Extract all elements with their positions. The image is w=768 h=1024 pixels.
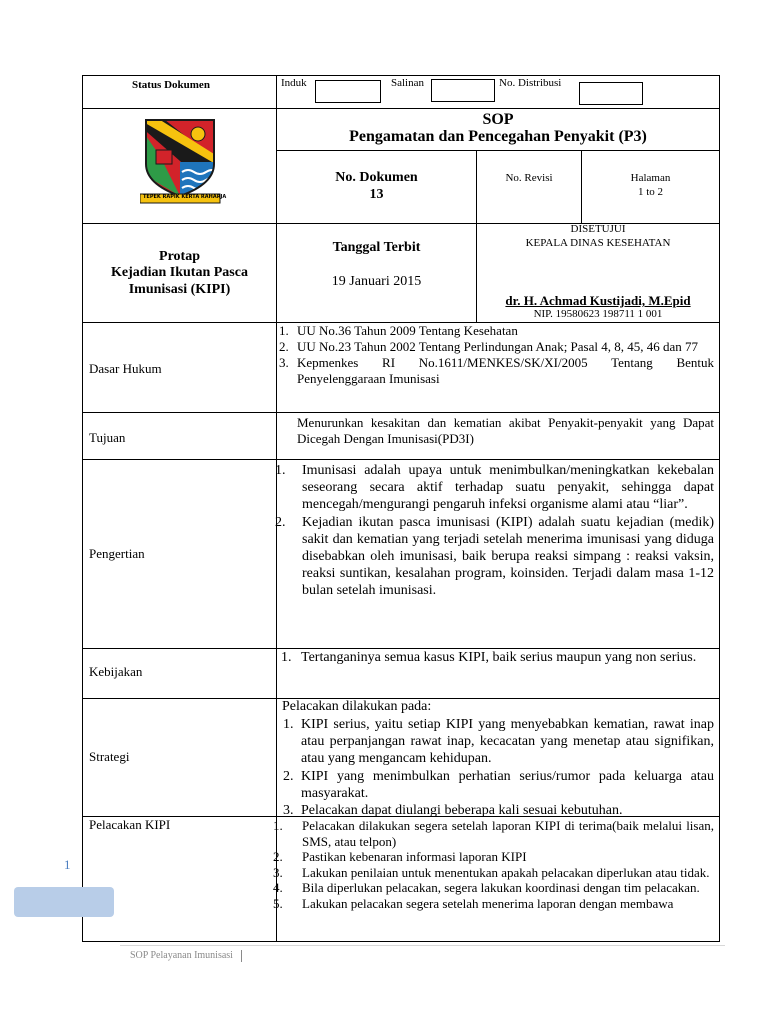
list-item: 2. Pastikan kebenaran informasi laporan KIPI [273, 849, 527, 865]
tujuan-text: Menurunkan kesakitan dan kematian akibat Penyakit-penyakit yang Dapat Dicegah Dengan Imunisasi(PD3I) [297, 415, 714, 446]
list-item: 3. Kepmenkes RI No.1611/MENKES/SK/XI/2005 Tentang Bentuk Penyelenggaraan Imunisasi [279, 355, 714, 386]
logo-ribbon-text: TEPEK RAPIK KERTA RAHARJA [143, 194, 227, 200]
table-rule [82, 459, 720, 460]
protap-title-line2: Imunisasi (KIPI) [128, 282, 231, 297]
table-border-right [719, 75, 720, 942]
dasar-hukum-list [279, 323, 714, 387]
list-item: 4. Bila diperlukan pelacakan, segera lakukan koordinasi dengan tim pelacakan. [273, 880, 700, 896]
table-rule [476, 150, 477, 223]
page-number: 1 [64, 857, 71, 872]
table-rule [82, 108, 720, 109]
induk-box [315, 80, 381, 103]
strategi-list [283, 716, 714, 819]
halaman-value: 1 to 2 [637, 186, 664, 198]
kebijakan-label: Kebijakan [89, 664, 143, 679]
list-item: 1. Tertanganinya semua kasus KIPI, baik serius maupun yang non serius. [281, 650, 697, 665]
pejabat-name: dr. H. Achmad Kustijadi, M.Epid [505, 293, 691, 308]
footer-text: SOP Pelayanan Imunisasi [130, 950, 233, 961]
jabatan-label: KEPALA DINAS KESEHATAN [525, 237, 671, 249]
pengertian-list [275, 462, 714, 600]
list-item: 1. Pelacakan dilakukan segera setelah laporan KIPI di terima(baik melalui lisan, SMS, atau telpon) [273, 818, 714, 849]
list-item: 1. KIPI serius, yaitu setiap KIPI yang menyebabkan kematian, rawat inap atau perpanjangan rawat inap, kecacatan yang menetap atau signifikan, atau yang mengancam kehidupan. [283, 717, 714, 767]
list-item: 3. Pelacakan dapat diulangi beberapa kali sesuai kebutuhan. [283, 803, 623, 819]
list-item: 1. UU No.36 Tahun 2009 Tentang Kesehatan [279, 323, 518, 338]
list-item: 2. Kejadian ikutan pasca imunisasi (KIPI) adalah suatu kejadian (medik) sakit dan kematian yang terjadi setelah menerima imunisasi yang diduga disebabkan oleh imunisasi, baik berupa reaksi simpang : reaksi vaksin, reaksi suntikan, kesalahan program, koinsiden. Terjadi dalam masa 1-12 bulan setelah imunisasi. [275, 514, 714, 599]
kebijakan-list [281, 649, 714, 666]
table-border-left [82, 75, 83, 942]
salinan-box [431, 79, 495, 102]
table-rule [82, 941, 720, 942]
protap-label: Protap [159, 249, 200, 264]
halaman-label: Halaman [630, 172, 671, 184]
footer-rule [120, 945, 725, 946]
sop-title: Pengamatan dan Pencegahan Penyakit (P3) [349, 128, 647, 145]
distribusi-box [579, 82, 643, 105]
list-item: 5. Lakukan pelacakan segera setelah menerima laporan dengan membawa [273, 895, 674, 911]
footer-divider [241, 950, 242, 962]
induk-label: Induk [281, 77, 307, 89]
tanggal-terbit-value: 19 Januari 2015 [331, 274, 422, 289]
protap-title-line1: Kejadian Ikutan Pasca [111, 265, 248, 280]
no-revisi-label: No. Revisi [505, 172, 553, 184]
strategi-label: Strategi [89, 749, 130, 764]
dasar-hukum-label: Dasar Hukum [89, 361, 162, 376]
page-number-tab [14, 887, 114, 917]
table-rule [82, 75, 720, 76]
list-item: 2. UU No.23 Tahun 2002 Tentang Perlindungan Anak; Pasal 4, 8, 45, 46 dan 77 [279, 339, 699, 354]
distribusi-label: No. Distribusi [499, 77, 562, 89]
regency-logo [140, 116, 236, 208]
no-dokumen-label: No. Dokumen [335, 170, 418, 185]
pejabat-nip: NIP. 19580623 198711 1 001 [533, 308, 663, 320]
tanggal-terbit-label: Tanggal Terbit [332, 240, 421, 255]
pengertian-label: Pengertian [89, 546, 145, 561]
salinan-label: Salinan [391, 77, 424, 89]
sop-heading: SOP [482, 111, 514, 128]
pelacakan-list [273, 818, 714, 912]
disetujui-label: DISETUJUI [570, 223, 626, 235]
no-dokumen-value: 13 [369, 187, 384, 202]
list-item: 2. KIPI yang menimbulkan perhatian serius/rumor pada keluarga atau masyarakat. [283, 768, 714, 801]
list-item: 3. Lakukan penilaian untuk menentukan apakah pelacakan diperlukan atau tidak. [273, 864, 710, 880]
status-dokumen-label: Status Dokumen [132, 79, 210, 91]
table-rule [82, 412, 720, 413]
tujuan-label: Tujuan [89, 430, 126, 445]
list-item: 1. Imunisasi adalah upaya untuk menimbulkan/meningkatkan kekebalan seseorang secara aktif terhadap suatu penyakit, sehingga dapat mencegah/mengurangi pengaruh infeksi organisme alami atau “liar”. [275, 463, 714, 513]
pelacakan-kipi-label: Pelacakan KIPI [89, 817, 171, 832]
table-rule [276, 150, 720, 151]
strategi-intro: Pelacakan dilakukan pada: [282, 699, 432, 714]
